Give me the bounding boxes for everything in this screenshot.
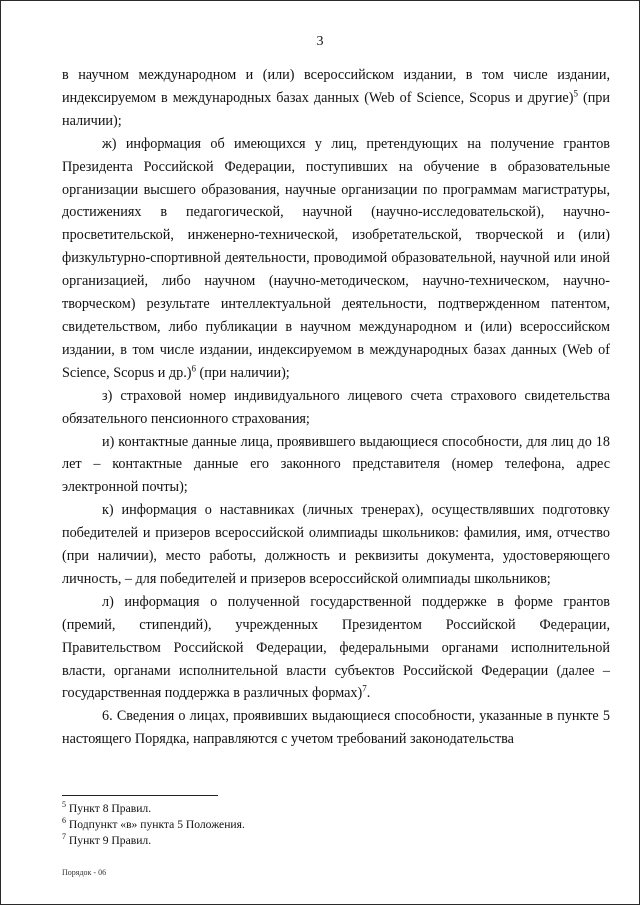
footnotes bbox=[62, 801, 602, 849]
footnote-ref-5: 5 bbox=[573, 88, 578, 99]
document-body bbox=[62, 64, 610, 751]
document-footer: Порядок - 06 bbox=[62, 868, 107, 877]
paragraph-continuation: в научном международном и (или) всероссийском издании, в том числе издании, индексируемом в международных базах данных (Web of Science, Scopus и другие)$^5$ (при наличии); bbox=[62, 67, 610, 129]
footnote-7: $^7$ Пункт 9 Правил. bbox=[62, 832, 152, 847]
paragraph-item-l: л) информация о полученной государственной поддержке в форме грантов (премий, стипендий), учрежденных Президентом Российской Федерации, Правительством Российской Федерации, федеральными органами исполнительной власти, органами исполнительной власти субъектов Российской Федерации (далее – государственная поддержка в различных формах)$^7$. bbox=[62, 593, 610, 702]
paragraph-item-k: к) информация о наставниках (личных тренерах), осуществлявших подготовку победителей и призеров всероссийской олимпиады школьников: фамилия, имя, отчество (при наличии), место работы, должность и реквизиты документа, удостоверяющего личность, – для победителей и призеров всероссийской олимпиады школьников; bbox=[62, 502, 610, 587]
footnote-separator bbox=[62, 795, 218, 796]
paragraph-item-i: и) контактные данные лица, проявившего выдающиеся способности, для лиц до 18 лет – контактные данные его законного представителя (номер телефона, адрес электронной почты); bbox=[62, 433, 610, 496]
footnote-6: $^6$ Подпункт «в» пункта 5 Положения. bbox=[62, 816, 245, 831]
page-number: 3 bbox=[316, 34, 324, 49]
paragraph-section-6: 6. Сведения о лицах, проявивших выдающиеся способности, указанные в пункте 5 настоящего Порядка, направляются с учетом требований законодательства bbox=[62, 708, 610, 748]
paragraph-item-zh: ж) информация об имеющихся у лиц, претендующих на получение грантов Президента Российской Федерации, поступивших на обучение в образовательные организации высшего образования, научные организации по программам магистратуры, достижениях в педагогической, научной (научно-исследовательской), научно-просветительской, инженерно-технической, изобретательской, творческой и (или) физкультурно-спортивной деятельности, проводимой образовательной, научной или иной организацией, либо научном (научно-методическом, научно-техническом, научно-творческом) результате интеллектуальной деятельности, подтвержденном патентом, свидетельством, либо публикации в научном международном и (или) всероссийском издании, в том числе издании, индексируемом в международных базах данных (Web of Science, Scopus и др.)$^6$ (при наличии); bbox=[62, 135, 610, 381]
footnote-ref-6: 6 bbox=[191, 363, 196, 374]
footnote-5: $^5$ Пункт 8 Правил. bbox=[62, 800, 152, 815]
paragraph-item-z: з) страховой номер индивидуального лицевого счета страхового свидетельства обязательного пенсионного страхования; bbox=[62, 387, 610, 427]
footnote-ref-7: 7 bbox=[362, 683, 367, 694]
